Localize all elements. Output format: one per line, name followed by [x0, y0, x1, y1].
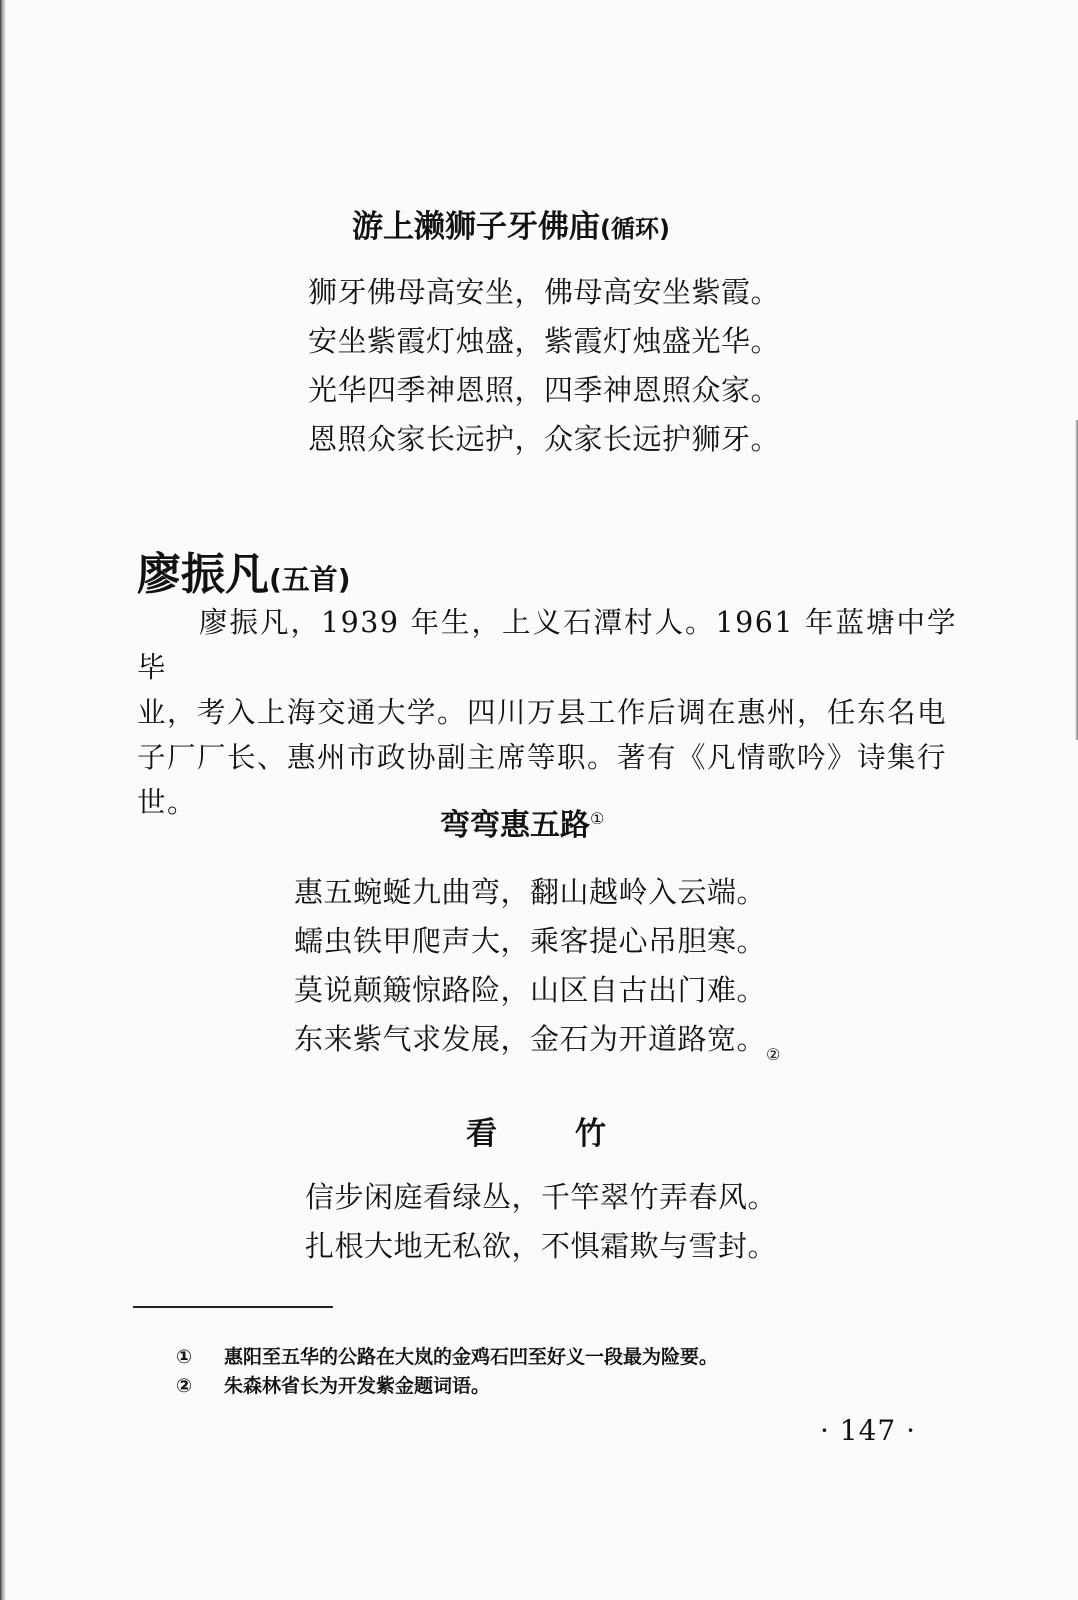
- poem-line: 信步闲庭看绿丛，千竿翠竹弄春风。: [305, 1180, 778, 1214]
- poem-line: 惠五蜿蜒九曲弯，翻山越岭入云端。: [294, 875, 767, 909]
- poem-title-note: (循环): [600, 215, 670, 243]
- footnotes: [176, 1343, 718, 1401]
- footnote-mark: ②: [176, 1375, 193, 1397]
- poem-line: 安坐紫霞灯烛盛，紫霞灯烛盛光华。: [308, 324, 781, 358]
- author-name: 廖振凡: [137, 549, 269, 600]
- footnote-ref-1: ①: [590, 809, 605, 828]
- author-heading: [137, 538, 351, 602]
- poem-line: 东来紫气求发展，金石为开道路宽。: [294, 1022, 767, 1056]
- poem-body-kan-zhu: [305, 1173, 777, 1271]
- author-bio: [137, 600, 957, 825]
- poem-title-wanwan-huiwu-lu: [440, 800, 604, 844]
- poem-title-char: 看: [466, 1116, 497, 1152]
- poem-title-text: 弯弯惠五路: [440, 808, 590, 843]
- poem-title-kan-zhu: [466, 1108, 606, 1153]
- binding-edge: [0, 0, 6, 1600]
- footnote-text: 惠阳至五华的公路在大岚的金鸡石凹至好义一段最为险要。: [224, 1346, 719, 1368]
- bio-line: 子厂厂长、惠州市政协副主席等职。著有《凡情歌吟》诗集行: [137, 741, 948, 774]
- poem-body-wanwan-huiwu-lu: [294, 868, 781, 1064]
- bio-line: 世。: [137, 786, 198, 819]
- footnote-mark: ①: [176, 1346, 193, 1368]
- poem-line: 恩照众家长远护，众家长远护狮牙。: [308, 422, 781, 456]
- poem-line: 蠕虫铁甲爬声大，乘客提心吊胆寒。: [294, 924, 767, 958]
- footnote-item: [176, 1343, 718, 1372]
- poem-title-text: 游上濑狮子牙佛庙: [352, 209, 600, 245]
- author-poem-count: (五首): [269, 563, 351, 596]
- page-number: · 147 ·: [820, 1414, 917, 1447]
- poem-title-char: 竹: [575, 1116, 606, 1152]
- footnote-item: [176, 1372, 718, 1401]
- poem-line: 扎根大地无私欲，不惧霜欺与雪封。: [305, 1229, 778, 1263]
- footnote-text: 朱森林省长为开发紫金题词语。: [224, 1375, 491, 1397]
- footnote-divider: [133, 1306, 333, 1308]
- poem-line: 光华四季神恩照，四季神恩照众家。: [308, 373, 781, 407]
- bio-line: 业，考入上海交通大学。四川万县工作后调在惠州，任东名电: [137, 696, 948, 729]
- footnote-ref-2: ②: [766, 1045, 781, 1064]
- bio-line: 廖振凡，1939 年生，上义石潭村人。1961 年蓝塘中学毕: [137, 606, 957, 684]
- poem-line: 莫说颠簸惊路险，山区自古出门难。: [294, 973, 767, 1007]
- poem-line: 狮牙佛母高安坐，佛母高安坐紫霞。: [308, 275, 781, 309]
- poem-body-shizi-ya: [308, 268, 780, 464]
- poem-title-shizi-ya: [352, 201, 670, 246]
